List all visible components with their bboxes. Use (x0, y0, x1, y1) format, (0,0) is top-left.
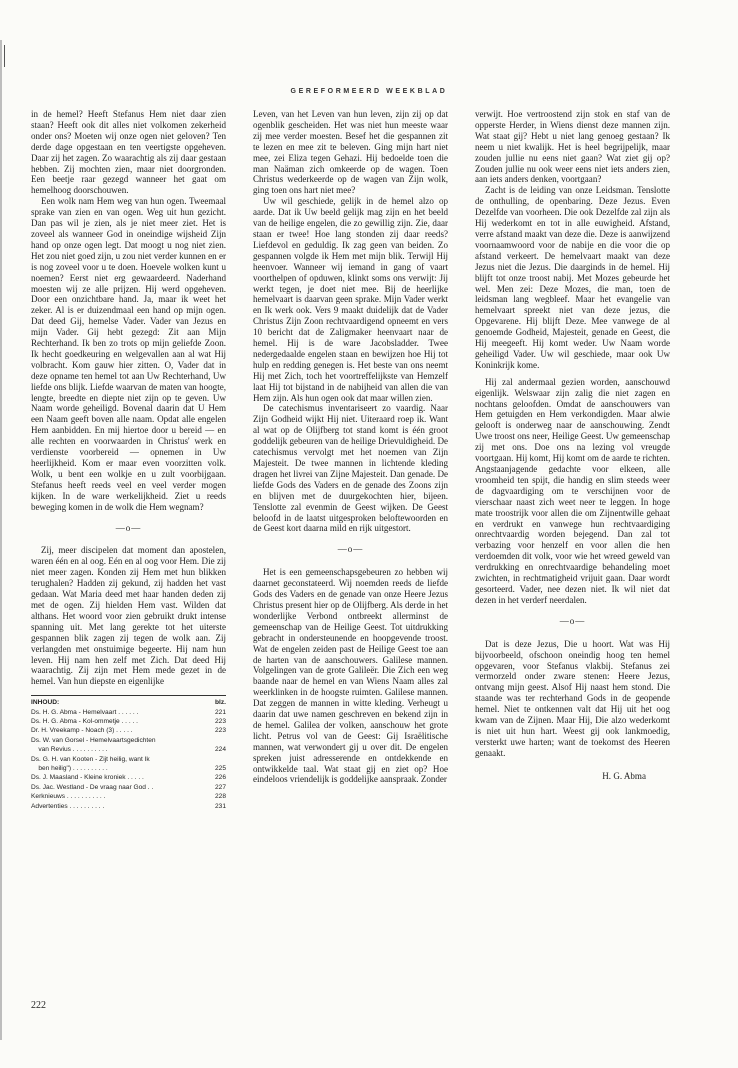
toc-entry-title: Ds. Jac. Westland - De vraag naar God . . (31, 783, 154, 791)
toc-entry (31, 708, 226, 717)
toc-entry (31, 717, 226, 726)
toc-entry (31, 773, 226, 782)
paragraph: in de hemel? Heeft Stefanus Hem niet daar zien staan? Heeft ook dit alles niet volkomen zekerheid onder ons? Moeten wij onze ogen niet geloven? Ten derde dage opgestaan en ten veertigste opgeheven. Daar zij het zagen. Zo waarachtig als zij daar gestaan hebben. Zij mochten zien, maar niet doorgronden. Een beetje raar gezegd wanneer het gaat om hemelhoog doorschouwen. (31, 109, 226, 196)
toc-heading: INHOUD: (31, 699, 60, 707)
toc-entry (31, 755, 226, 774)
running-header: GEREFORMEERD WEEKBLAD (290, 88, 448, 95)
toc-entry-page: 226 (214, 774, 226, 782)
toc-entry-page: 221 (214, 708, 226, 716)
scan-page-edge (0, 40, 2, 1040)
toc-entry-title: Ds. W. van Gorsel - Hemelvaartsgedichten van Revius . . . . . . . . . . (31, 736, 156, 754)
toc-entry (31, 726, 226, 735)
paragraph: verwijt. Hoe vertroostend zijn stok en staf van de opperste Herder, in Wiens dienst deze mannen zijn. Wat staat gij? Hebt u niet lang genoeg gestaan? Ik neem u niet kwalijk. Het is heel begrijpelijk, maar zouden jullie nu eens niet gaan? Wat ziet gij op? Zouden jullie nu ook weer eens niet iets anders zien, aan iets anders denken, voortgaan? (475, 109, 670, 185)
author-signature: H. G. Abma (602, 770, 646, 781)
paragraph: De catechismus inventariseert zo vaardig. Naar Zijn Godheid wijkt Hij niet. Uiteraard roep ik. Want al wat op de Olijfberg tot stand komt is één groot goddelijk gebeuren van de heilige Drievuldigheid. De catechismus vervolgt met het noemen van Zijn Majesteit. De twee mannen in lichtende kleding dragen het livrei van Zijne Majesteit. Dan genade. De liefde Gods des Vaders en de genade des Zoons zijn en blijven met de duurgekochten hier, bijeen. Tenslotte zal evenmin de Geest wijken. De Geest beloofd in de laatst uitgesproken beloftewoorden en de Geest kort daarna mild en rijk uitgestort. (253, 403, 448, 534)
toc-page-label: blz. (215, 699, 226, 707)
paragraph: Hij zal andermaal gezien worden, aanschouwd eigenlijk. Welswaar zijn zalig die niet zagen en nochtans geloofden. Omdat de aanschouwers van Hem getuigden en Hem verkondigden. Maar alwie gelooft is onderweg naar de aanschouwing. Zendt Uwe troost ons neer, Heilige Geest. Uw gemeenschap zij met ons. Doe ons na lezing vol vreugde voortgaan. Hij komt, Hij komt om de aarde te richten. Angstaanjagende gedachte voor elkeen, alle vroomheid ten spijt, die handig en slim steeds weer de dagvaardiging om te verschijnen voor de vierschaar naast zich weet neer te leggen. In hoge mate troostrijk voor allen die om Zijnentwille gehaat en verdrukt en vanwege hun rechtvaardiging onrechtvaardig worden bejegend. Dan zal tot verbazing voor henzelf en voor allen die hen verdoemden dit volk, voor wie het wreed geweld van verdrukking en onrechtvaardige behandeling moet zwichten, in rechtmatigheid vrijuit gaan. Daar wordt gesorteerd. Vader, nee dezen niet. Ik wil niet dat dezen in het verderf neerdalen. (475, 376, 670, 605)
column-3 (475, 109, 670, 782)
table-of-contents (31, 695, 226, 811)
toc-entry-title: Ds. H. G. Abma - Hemelvaart . . . . . . (31, 708, 139, 716)
paragraph: Zij, meer discipelen dat moment dan apostelen, waren één en al oog. Eén en al oog voor Hem. Die zij niet meer zagen. Konden zij Hem met hun blikken terughalen? Hadden zij gekund, zij hadden het vast gedaan. Wat Maria deed met haar handen deden zij met de ogen. Zij hielden Hem vast. Wilden dat althans. Het woord voor zien gebruikt drukt intense spanning uit. Met lang gerekte tot het uiterste gespannen blik zagen zij tegen de wolk aan. Zij verlangden met onstuimige begeerte. Hij nam hun leven. Hij nam hen zelf met Zich. Dat deed Hij waarachtig. Zij zijn met Hem mede gezet in de hemel. Van hun diepste en eigenlijke (31, 545, 226, 687)
toc-entry-page: 225 (214, 765, 226, 773)
toc-entry-title: Ds. J. Maasland - Kleine kroniek . . . . . (31, 774, 144, 782)
section-separator: —o— (337, 544, 364, 555)
toc-entry (31, 802, 226, 811)
toc-entry (31, 736, 226, 755)
paragraph: Een wolk nam Hem weg van hun ogen. Tweemaal sprake van zien en van ogen. Weg uit hun gezicht. Dan pas wil je zien, als je niet meer ziet. Het is zoveel als wanneer God in oneindige wijsheid Zijn hand op onze ogen legt. Dat moogt u nog niet zien. Het zou niet goed zijn, u zou niet verder kunnen en er is nog zoveel voor u te doen. Hoevele wolken kunt u noemen? Eerst niet erg gewaardeerd. Naderhand moesten wij ze alle prijzen. Hij werd opgeheven. Door een onzichtbare hand. Ja, maar ik weet het zeker. Al is er duizendmaal een hand op mijn ogen. Dat deed Gij, hemelse Vader. Vader van Jezus en mijn Vader. Gij hebt gezegd: Zit aan Mijn Rechterhand. Ik ben zo trots op mijn geliefde Zoon. Ik hecht goedkeuring en welgevallen aan al wat Hij volbracht. Kom gauw hier zitten. O, Vader dat in deze opname ten hemel tot aan Uw Rechterhand, Uw liefde ons blijk. Liefde waarvan de maten van hoogte, lengte, breedte en diepte niet zijn op te geven. Uw Naam worde geheiligd. Bovenal daarin dat U Hem een Naam geeft boven alle naam. Opdat alle engelen Hem aanbidden. En mij hiertoe door u bereid — en alle rechten en voorwaarden in Christus' werk en verdienste voorbereid — opnemen in Uw heerlijkheid. Kom er maar even voorzitten volk. Wolk, u bent een wolkje en u zult voorbijgaan. Stefanus heeft reeds veel en veel verder mogen kijken. In de ware werkelijkheid. Ziet u reeds beweging komen in de wolk die Hem wegnam? (31, 196, 226, 512)
paragraph: Leven, van het Leven van hun leven, zijn zij op dat ogenblik gescheiden. Het was niet hun meeste waar zij mee verder moesten. Besef het die gespannen zit te lezen en mee zit te beleven. Ging mijn hart niet mee, zei Eliza tegen Gehazi. Hij bedoelde toen die man Naäman zich omkeerde op de wagen. Toen Christus wederkeerde op de wagen van Zijn wolk, ging toen ons hart niet mee? (253, 109, 448, 196)
page-number: 222 (31, 1000, 46, 1011)
toc-entry-page: 224 (214, 746, 226, 754)
toc-entry (31, 783, 226, 792)
toc-entry-page: 228 (214, 793, 226, 801)
paragraph: Het is een gemeenschapsgebeuren zo hebben wij daarnet geconstateerd. Wij noemden reeds de liefde Gods des Vaders en de genade van onze Heere Jezus Christus present hier op de Olijfberg. Als derde in het wonderlijke Verbond ontbreekt allerminst de gemeenschap van de Heilige Geest. Tot uitdrukking gebracht in ondersteunende en hoopgevende troost. Wat de engelen zeiden past de Heilige Geest toe aan de harten van de aanschouwers. Galilese mannen. Volgelingen van de grote Galileër. Die Zich een weg baande naar de hemel en van Wiens Naam alles zal weerklinken in de hoogste ruimten. Galilese mannen. Dat zeggen de mannen in witte kleding. Verheugt u daarin dat uwe namen geschreven en bekend zijn in de hemel. Galilea der volken, aanschouw het grote licht. Petrus vol van de Geest: Gij Israëlitische mannen, wat verwondert gij u over dit. De engelen spreken juist adresserende en ontdekkende en ontwikkelde taal. Wat staat gij en ziet op? Hoe eindeloos vriendelijk is goddelijke aanspraak. Zonder (253, 567, 448, 785)
section-separator: —o— (115, 522, 142, 533)
toc-entry-title: Ds. G. H. van Kooten - Zijt heilig, want Ik ben heilig") . . . . . . . . . . (31, 755, 150, 773)
toc-entry-title: Dr. H. Vreekamp - Noach (3) . . . . . (31, 727, 133, 735)
paragraph: Zacht is de leiding van onze Leidsman. Tenslotte de onthulling, de openbaring. Deze Jezus. Even Dezelfde van voorheen. Die ook Dezelfde zal zijn als Hij wederkomt en tot in alle euwigheid. Afstand, verre afstand maakt van deze die. Deze is aanwijzend voornaamwoord voor de nabije en die voor die op afstand verkeert. De hemelvaart maakt van deze Jezus niet die Jezus. Die daarginds in de hemel. Hij blijft tot onze troost nabij. Met Mozes gebeurde het wel. Men zei: Deze Mozes, die man, toen de leidsman lang wegbleef. Maar het evangelie van hemelvaart spreekt niet van deze jezus, die Opgevarene. Hij blijft Deze. Mee vanwege de al genoemde Godheid, Majesteit, genade en Geest, die Hij meegeeft. Hij komt weder. Uw Naam worde geheiligd Vader. Uw wil geschiede, maar ook Uw Koninkrijk kome. (475, 185, 670, 370)
toc-entry-title: Kerknieuws . . . . . . . . . . . (31, 793, 106, 801)
column-2 (253, 109, 448, 785)
paragraph: Uw wil geschiede, gelijk in de hemel alzo op aarde. Dat ik Uw beeld gelijk mag zijn en het beeld van de heilige engelen, die zo gewillig zijn. Zie, daar staan er twee! Hoe lang stonden zij daar reeds? Liefdevol en geduldig. Ik zag geen van beiden. Zo gespannen volgde ik Hem met mijn blik. Terwijl Hij heenvoer. Wanneer wij iemand in gang of vaart voorthelpen of opduwen, klinkt soms ons verwijt: Jij werkt tegen, je doet niet mee. Bij de heerlijke hemelvaart is daarvan geen sprake. Mijn Vader werkt en Ik werk ook. Vers 9 maakt duidelijk dat de Vader Christus Zijn Zoon rechtvaardigend opneemt en vers 10 bericht dat de Zaligmaker heenvaart naar de hemel. Hij is de ware Jacobsladder. Twee nedergedaalde engelen staan en bewijzen hoe Hij tot hulp en redding genegen is. Het beste van ons neemt Hij met Zich, toch het voortreffelijkste van Hemzelf laat Hij tot bijstand in de nabijheid van allen die van Hem zijn. Als hun ogen ook dat maar willen zien. (253, 196, 448, 403)
toc-header (31, 698, 226, 707)
toc-entry-page: 223 (214, 718, 226, 726)
toc-entry-title: Ds. H. G. Abma - Kol-ommetje . . . . . (31, 718, 138, 726)
section-separator: —o— (559, 615, 586, 626)
column-1 (31, 109, 226, 811)
toc-entry-page: 223 (214, 727, 226, 735)
scan-page-edge-mark (4, 45, 5, 67)
toc-entry-page: 231 (214, 802, 226, 810)
toc-entry-title: Advertenties . . . . . . . . . . (31, 802, 105, 810)
toc-entry-page: 227 (214, 783, 226, 791)
paragraph: Dat is deze Jezus, Die u hoort. Wat was Hij bijvoorbeeld, ofschoon oneindig hoog ten hemel opgevaren, voor Stefanus vlakbij. Stefanus zei vermorzeld onder zware stenen: Heere Jezus, ontvang mijn geest. Alsof Hij naast hem stond. Die staande was ter rechterhand Gods in de geopende hemel. Niet te ontkennen valt dat Hij uit het oog kwam van de Zijnen. Maar Hij, Die alzo wederkomt is niet uit hun hart. Weest gij ook lankmoedig, versterkt uwe harten; want de toekomst des Heeren genaakt. (475, 638, 670, 758)
toc-entry (31, 792, 226, 801)
